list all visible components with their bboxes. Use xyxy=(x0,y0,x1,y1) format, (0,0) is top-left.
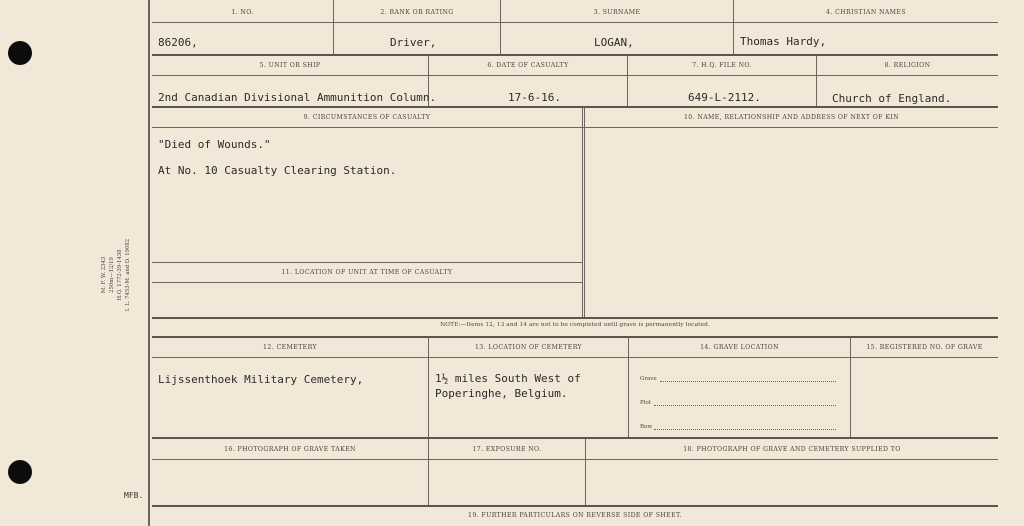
value-rank: Driver, xyxy=(390,36,437,49)
value-religion: Church of England. xyxy=(832,92,952,105)
grave-field-label: Grave xyxy=(640,376,657,382)
label-further: 19. FURTHER PARTICULARS ON REVERSE SIDE OF SHEET. xyxy=(467,512,682,519)
label-rank: 2. RANK OR RATING xyxy=(380,9,454,16)
grave-field-line xyxy=(660,380,836,382)
value-cemetery: Lijssenthoek Military Cemetery, xyxy=(158,373,364,386)
form-code: M. F. W. 2343 250m—12/19 H.Q. 1772-39-1438 I. L. 7453-M. and D. 19082 xyxy=(101,238,131,312)
label-registered-no: 15. REGISTERED NO. OF GRAVE xyxy=(866,344,983,351)
label-exposure: 17. EXPOSURE NO. xyxy=(472,446,542,453)
value-christian-names: Thomas Hardy, xyxy=(740,35,827,48)
punch-hole-top xyxy=(8,41,32,65)
value-date: 17-6-16. xyxy=(508,91,561,104)
label-next-of-kin: 10. NAME, RELATIONSHIP AND ADDRESS OF NEXT OF KIN xyxy=(683,114,900,121)
label-photo-taken: 16. PHOTOGRAPH OF GRAVE TAKEN xyxy=(224,446,356,453)
label-date: 6. DATE OF CASUALTY xyxy=(487,62,569,69)
note: NOTE:—Items 12, 13 and 14 are not to be completed until grave is permanently located. xyxy=(440,322,710,328)
plot-field-line xyxy=(654,404,836,406)
row-field-label: Row xyxy=(640,424,653,430)
plot-field-label: Plot xyxy=(640,400,651,406)
value-cemetery-location-2: Poperinghe, Belgium. xyxy=(435,387,568,400)
label-hq-file: 7. H.Q. FILE NO. xyxy=(692,62,752,69)
value-surname: LOGAN, xyxy=(594,36,634,49)
value-circumstances-1: "Died of Wounds." xyxy=(158,138,271,151)
margin-rule xyxy=(148,0,150,526)
value-hq-file: 649-L-2112. xyxy=(688,91,761,104)
value-unit: 2nd Canadian Divisional Ammunition Column. xyxy=(158,91,437,104)
clerk-initials: MFB. xyxy=(124,491,144,500)
label-no: 1. NO. xyxy=(231,9,254,16)
label-religion: 8. RELIGION xyxy=(884,62,931,69)
punch-hole-bottom xyxy=(8,460,32,484)
value-no: 86206, xyxy=(158,36,198,49)
value-cemetery-location-1: 1½ miles South West of xyxy=(435,372,581,385)
label-unit-location: 11. LOCATION OF UNIT AT TIME OF CASUALTY xyxy=(281,269,453,276)
value-circumstances-2: At No. 10 Casualty Clearing Station. xyxy=(158,164,397,177)
row-field-line xyxy=(654,428,836,430)
label-christian-names: 4. CHRISTIAN NAMES xyxy=(826,9,906,16)
label-cemetery: 12. CEMETERY xyxy=(263,344,317,351)
label-circumstances: 9. CIRCUMSTANCES OF CASUALTY xyxy=(303,114,431,121)
label-cemetery-location: 13. LOCATION OF CEMETERY xyxy=(474,344,583,351)
label-surname: 3. SURNAME xyxy=(593,9,641,16)
label-grave-location: 14. GRAVE LOCATION xyxy=(700,344,779,351)
label-unit: 5. UNIT OR SHIP xyxy=(259,62,321,69)
label-photo-supplied: 18. PHOTOGRAPH OF GRAVE AND CEMETERY SUPPLIED TO xyxy=(683,446,901,453)
